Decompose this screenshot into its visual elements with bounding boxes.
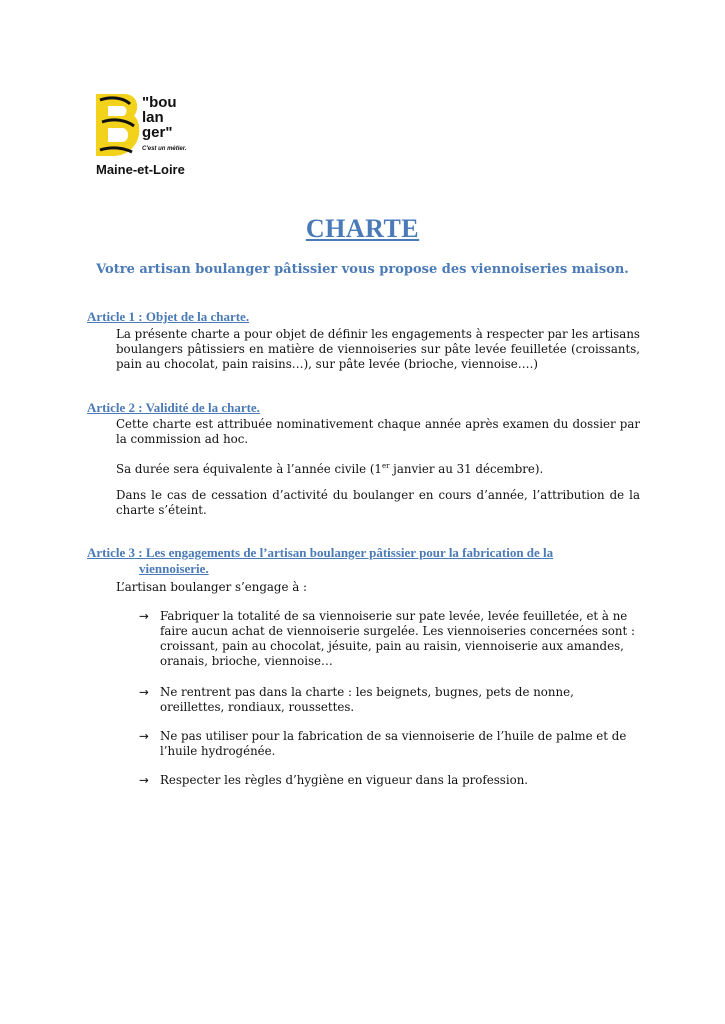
logo-region: Maine-et-Loire bbox=[96, 162, 185, 177]
arrow-right-icon: → bbox=[139, 773, 149, 787]
list-item-text: Ne rentrent pas dans la charte : les beignets, bugnes, pets de nonne, oreillettes, rondiaux, roussettes. bbox=[160, 685, 574, 714]
article3-heading bbox=[87, 545, 627, 577]
list-item bbox=[139, 729, 641, 759]
logo-word-line3: ger" bbox=[142, 124, 173, 141]
logo-word-line1: "bou bbox=[142, 94, 177, 111]
b-letter-icon bbox=[94, 92, 142, 158]
article2-heading: Article 2 : Validité de la charte. bbox=[87, 400, 260, 415]
article2-text2-end: janvier au 31 décembre). bbox=[389, 461, 544, 476]
list-item-text: Fabriquer la totalité de sa viennoiserie sur pate levée, levée feuilletée, et à ne faire aucun achat de viennoiserie surgelée. Les viennoiseries concernées sont : croissant, pain au chocolat, jésuite, pain au raisin, viennoiserie aux amandes, oranais, brioche, viennoise… bbox=[160, 609, 635, 668]
article3-heading-line2: viennoiserie. bbox=[139, 561, 209, 576]
article2-text3: Dans le cas de cessation d’activité du boulanger en cours d’année, l’attribution de la charte s’éteint. bbox=[116, 488, 640, 517]
list-item-text: Respecter les règles d’hygiène en vigueur dans la profession. bbox=[160, 773, 529, 787]
arrow-right-icon: → bbox=[139, 685, 149, 699]
list-item bbox=[139, 685, 641, 715]
article2-text1: Cette charte est attribuée nominativement chaque année après examen du dossier par la commission ad hoc. bbox=[116, 417, 640, 446]
article1-heading: Article 1 : Objet de la charte. bbox=[87, 309, 250, 324]
article3-heading-line1: Article 3 : Les engagements de l’artisan boulanger pâtissier pour la fabrication de la bbox=[87, 545, 554, 560]
article2-text2-sup: er bbox=[381, 462, 390, 470]
arrow-right-icon: → bbox=[139, 609, 149, 623]
arrow-right-icon: → bbox=[139, 729, 149, 743]
page-title: CHARTE bbox=[305, 214, 420, 243]
article3-intro: L’artisan boulanger s’engage à : bbox=[116, 580, 307, 594]
article1-text: La présente charte a pour objet de définir les engagements à respecter par les artisans boulangers pâtissiers en matière de viennoiseries sur pâte levée feuilletée (croissants, pain au chocolat, pain raisins…), sur pâte levée (brioche, viennoise….) bbox=[116, 327, 640, 371]
list-item-text: Ne pas utiliser pour la fabrication de sa viennoiserie de l’huile de palme et de l’huile hydrogénée. bbox=[160, 729, 627, 758]
logo-word-line2: lan bbox=[142, 109, 164, 126]
article2-text2 bbox=[116, 459, 640, 477]
page-subtitle: Votre artisan boulanger pâtissier vous propose des viennoiseries maison. bbox=[96, 262, 629, 277]
list-item bbox=[139, 773, 641, 788]
logo-tagline: C'est un métier. bbox=[142, 146, 187, 152]
list-item bbox=[139, 609, 641, 669]
article2-text2-start: Sa durée sera équivalente à l’année civile (1 bbox=[116, 461, 382, 476]
boulanger-logo bbox=[94, 92, 214, 182]
